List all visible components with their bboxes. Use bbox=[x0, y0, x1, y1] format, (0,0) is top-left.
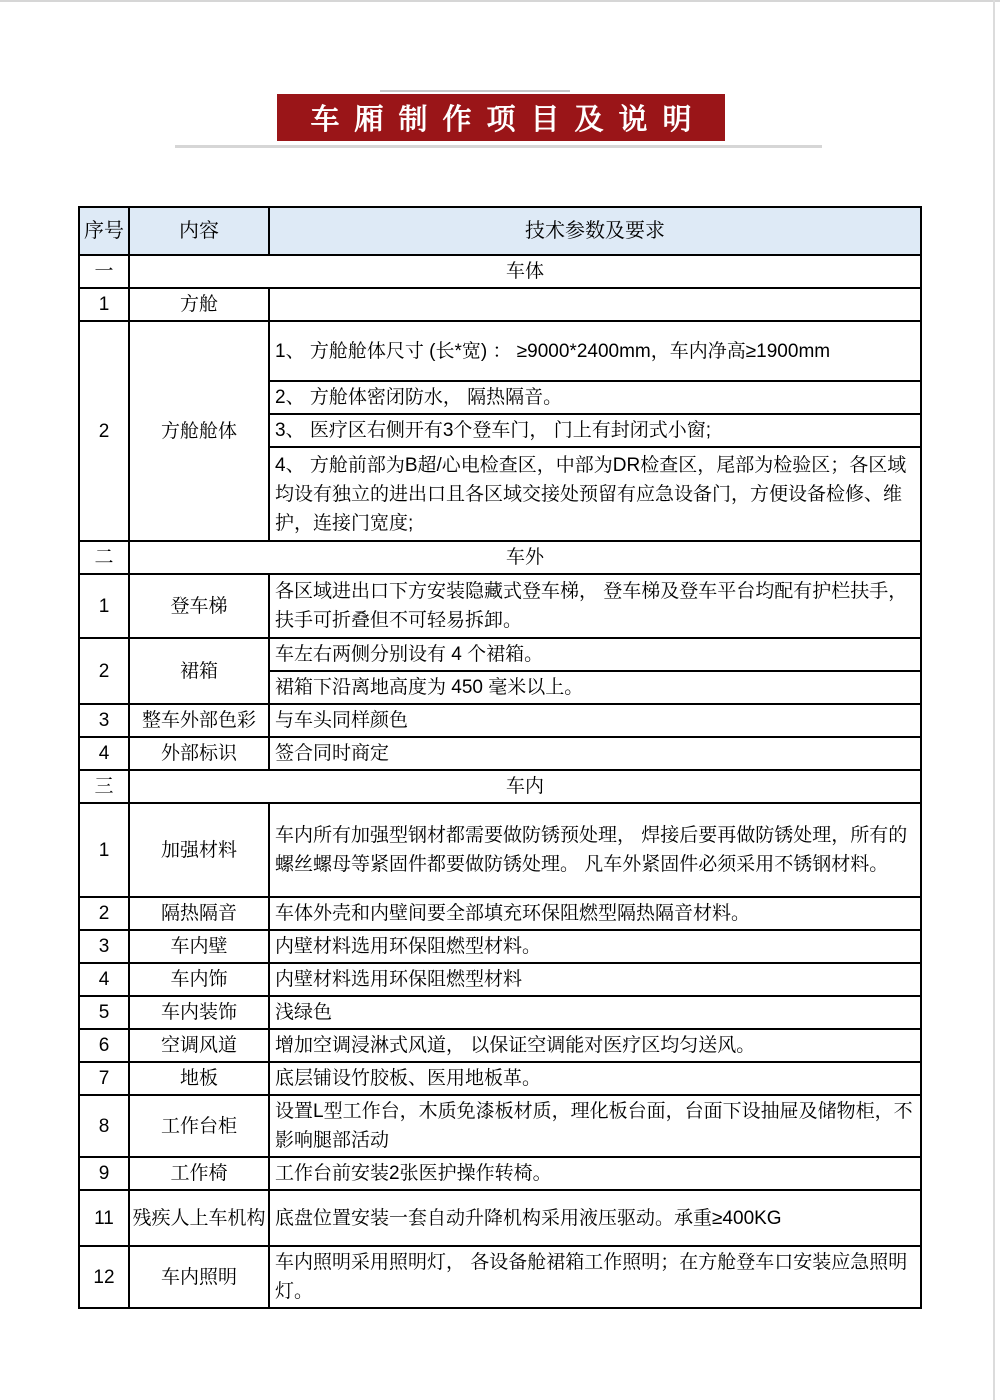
table-row bbox=[79, 1029, 921, 1062]
row-name: 残疾人上车机构 bbox=[129, 1190, 269, 1246]
table-row bbox=[79, 996, 921, 1029]
row-no: 1 bbox=[79, 288, 129, 321]
title-decor-line-top bbox=[380, 90, 570, 92]
row-spec: 内壁材料选用环保阻燃型材料 bbox=[269, 963, 921, 996]
row-name: 车内壁 bbox=[129, 930, 269, 963]
row-no: 1 bbox=[79, 574, 129, 638]
row-name: 车内照明 bbox=[129, 1246, 269, 1308]
table-row bbox=[79, 930, 921, 963]
row-name: 加强材料 bbox=[129, 803, 269, 897]
table-row bbox=[79, 321, 921, 381]
spec-table bbox=[78, 206, 922, 1309]
row-no: 12 bbox=[79, 1246, 129, 1308]
row-name: 空调风道 bbox=[129, 1029, 269, 1062]
row-name: 工作椅 bbox=[129, 1157, 269, 1190]
row-spec: 1、 方舱舱体尺寸 (长*宽) ： ≥9000*2400mm，车内净高≥1900mm bbox=[269, 321, 921, 381]
table-row bbox=[79, 963, 921, 996]
row-spec: 4、 方舱前部为B超/心电检查区，中部为DR检查区，尾部为检验区；各区域均设有独立的进出口且各区域交接处预留有应急设备门，方便设备检修、维护，连接门宽度; bbox=[269, 447, 921, 541]
row-no: 4 bbox=[79, 963, 129, 996]
table-row bbox=[79, 1190, 921, 1246]
row-spec: 车内所有加强型钢材都需要做防锈预处理， 焊接后要再做防锈处理，所有的螺丝螺母等紧固件都要做防锈处理。 凡车外紧固件必须采用不锈钢材料。 bbox=[269, 803, 921, 897]
section-number: 三 bbox=[79, 770, 129, 803]
row-name: 地板 bbox=[129, 1062, 269, 1095]
section-title: 车外 bbox=[129, 541, 921, 574]
page-title: 车厢制作项目及说明 bbox=[277, 94, 725, 141]
row-spec: 工作台前安装2张医护操作转椅。 bbox=[269, 1157, 921, 1190]
row-no: 3 bbox=[79, 704, 129, 737]
section-row-interior bbox=[79, 770, 921, 803]
table-row bbox=[79, 1095, 921, 1157]
section-row-body bbox=[79, 255, 921, 288]
row-no: 4 bbox=[79, 737, 129, 770]
title-decor-line-bottom bbox=[175, 145, 822, 148]
row-spec: 内壁材料选用环保阻燃型材料。 bbox=[269, 930, 921, 963]
table-row bbox=[79, 638, 921, 671]
row-no: 1 bbox=[79, 803, 129, 897]
table-row bbox=[79, 803, 921, 897]
table-row bbox=[79, 737, 921, 770]
table-row bbox=[79, 1157, 921, 1190]
row-no: 9 bbox=[79, 1157, 129, 1190]
row-no: 8 bbox=[79, 1095, 129, 1157]
row-no: 3 bbox=[79, 930, 129, 963]
row-spec: 车体外壳和内壁间要全部填充环保阻燃型隔热隔音材料。 bbox=[269, 897, 921, 930]
row-name: 方舱 bbox=[129, 288, 269, 321]
header-specs: 技术参数及要求 bbox=[269, 207, 921, 255]
table-header-row bbox=[79, 207, 921, 255]
section-row-exterior bbox=[79, 541, 921, 574]
row-name: 车内饰 bbox=[129, 963, 269, 996]
row-no: 2 bbox=[79, 638, 129, 704]
table-row bbox=[79, 704, 921, 737]
header-content: 内容 bbox=[129, 207, 269, 255]
page-right-divider bbox=[993, 0, 995, 1400]
section-title: 车内 bbox=[129, 770, 921, 803]
row-name: 隔热隔音 bbox=[129, 897, 269, 930]
table-row bbox=[79, 288, 921, 321]
table-row bbox=[79, 574, 921, 638]
row-spec: 底盘位置安装一套自动升降机构采用液压驱动。承重≥400KG bbox=[269, 1190, 921, 1246]
row-name: 外部标识 bbox=[129, 737, 269, 770]
row-no: 7 bbox=[79, 1062, 129, 1095]
row-spec bbox=[269, 288, 921, 321]
row-no: 2 bbox=[79, 897, 129, 930]
row-spec: 各区域进出口下方安装隐藏式登车梯， 登车梯及登车平台均配有护栏扶手，扶手可折叠但不可轻易拆卸。 bbox=[269, 574, 921, 638]
row-spec: 增加空调浸淋式风道， 以保证空调能对医疗区均匀送风。 bbox=[269, 1029, 921, 1062]
row-spec: 车左右两侧分别设有 4 个裙箱。 bbox=[269, 638, 921, 671]
row-no: 5 bbox=[79, 996, 129, 1029]
row-no: 6 bbox=[79, 1029, 129, 1062]
row-spec: 底层铺设竹胶板、医用地板革。 bbox=[269, 1062, 921, 1095]
row-spec: 车内照明采用照明灯， 各设备舱裙箱工作照明；在方舱登车口安装应急照明灯。 bbox=[269, 1246, 921, 1308]
row-spec: 与车头同样颜色 bbox=[269, 704, 921, 737]
row-name: 裙箱 bbox=[129, 638, 269, 704]
header-no: 序号 bbox=[79, 207, 129, 255]
row-spec: 设置L型工作台，木质免漆板材质，理化板台面，台面下设抽屉及储物柜，不影响腿部活动 bbox=[269, 1095, 921, 1157]
section-number: 一 bbox=[79, 255, 129, 288]
row-no: 2 bbox=[79, 321, 129, 541]
page-top-divider bbox=[0, 0, 1000, 2]
row-name: 登车梯 bbox=[129, 574, 269, 638]
row-name: 工作台柜 bbox=[129, 1095, 269, 1157]
table-row bbox=[79, 897, 921, 930]
row-spec: 签合同时商定 bbox=[269, 737, 921, 770]
row-no: 11 bbox=[79, 1190, 129, 1246]
row-spec: 3、 医疗区右侧开有3个登车门， 门上有封闭式小窗; bbox=[269, 414, 921, 447]
row-name: 方舱舱体 bbox=[129, 321, 269, 541]
row-spec: 2、 方舱体密闭防水， 隔热隔音。 bbox=[269, 381, 921, 414]
row-name: 车内装饰 bbox=[129, 996, 269, 1029]
section-number: 二 bbox=[79, 541, 129, 574]
table-row bbox=[79, 1062, 921, 1095]
row-name: 整车外部色彩 bbox=[129, 704, 269, 737]
section-title: 车体 bbox=[129, 255, 921, 288]
table-row bbox=[79, 1246, 921, 1308]
row-spec: 裙箱下沿离地高度为 450 毫米以上。 bbox=[269, 671, 921, 704]
row-spec: 浅绿色 bbox=[269, 996, 921, 1029]
